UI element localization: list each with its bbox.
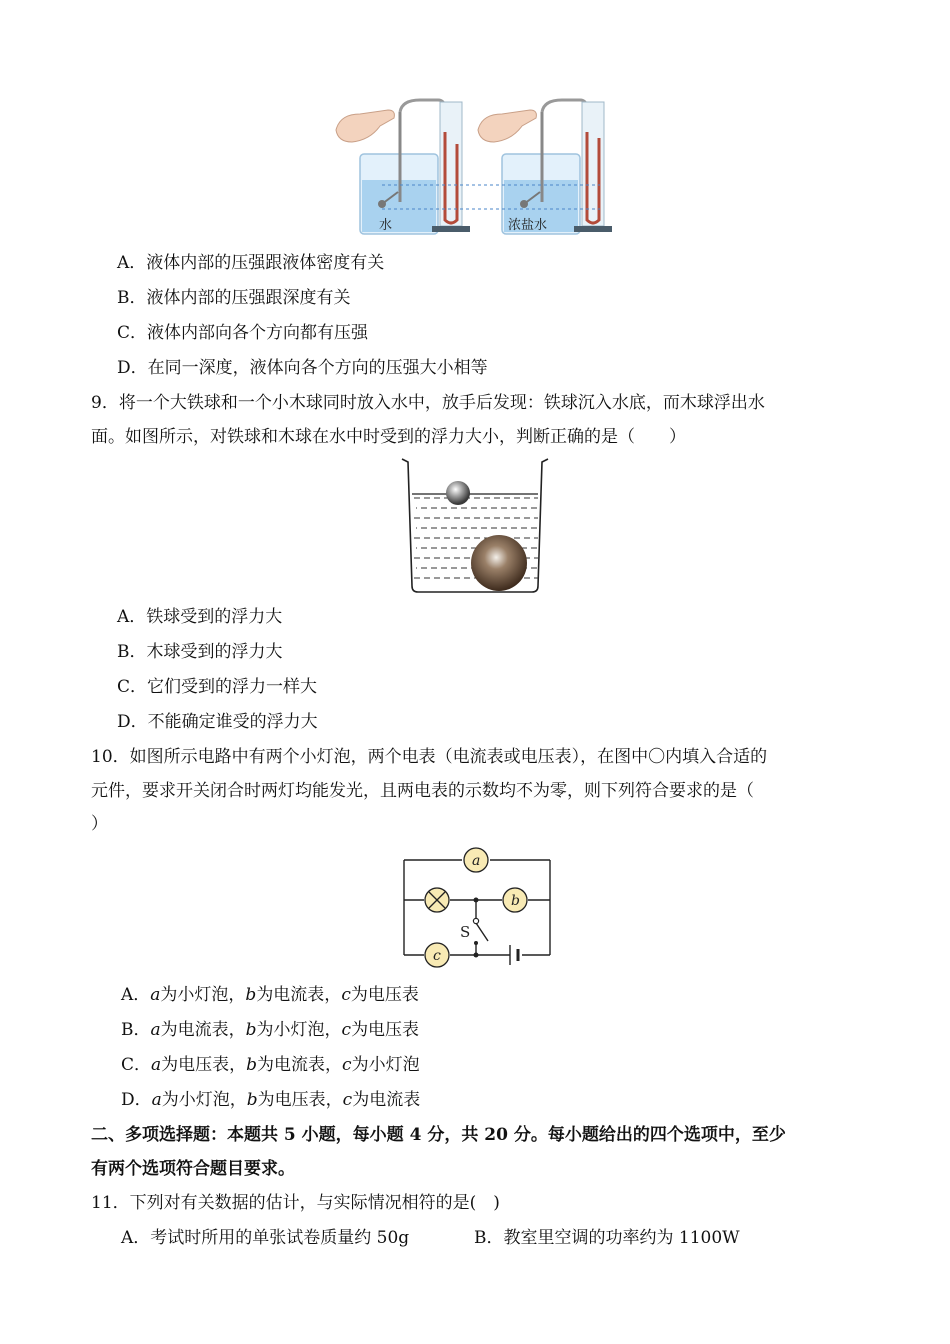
- label-a: a: [472, 853, 481, 869]
- label-c: c: [433, 948, 441, 964]
- q8-option-c: C．液体内部向各个方向都有压强: [117, 323, 369, 343]
- q10-option-a: A．a为小灯泡，b为电流表，c为电压表: [121, 985, 419, 1005]
- q9-option-d: D．不能确定谁受的浮力大: [117, 712, 318, 732]
- q10-option-b: B．a为电流表，b为小灯泡，c为电压表: [121, 1020, 420, 1040]
- q8-option-a: A．液体内部的压强跟液体密度有关: [117, 253, 385, 273]
- wood-ball: [446, 481, 470, 505]
- section2-heading-line2: 有两个选项符合题目要求。: [91, 1159, 295, 1179]
- label-s: S: [460, 923, 471, 941]
- label-b: b: [511, 893, 520, 909]
- q9-stem-line2: 面。如图所示，对铁球和木球在水中时受到的浮力大小，判断正确的是（ ）: [91, 427, 686, 447]
- section2-heading-line1: 二、多项选择题：本题共 5 小题，每小题 4 分，共 20 分。每小题给出的四个选项中，至少: [91, 1125, 786, 1145]
- q8-option-b: B．液体内部的压强跟深度有关: [117, 288, 351, 308]
- q9-option-c: C．它们受到的浮力一样大: [117, 677, 318, 697]
- q10-option-c: C．a为电压表，b为电流表，c为小灯泡: [121, 1055, 420, 1075]
- iron-ball: [471, 535, 527, 591]
- q10-stem-line3: ）: [91, 814, 108, 834]
- q11-option-a: A．考试时所用的单张试卷质量约 50g: [121, 1228, 410, 1248]
- water-setup: [336, 100, 470, 234]
- brine-label: 浓盐水: [508, 218, 548, 233]
- brine-setup: [478, 100, 612, 234]
- q9-stem-line1: 9．将一个大铁球和一个小木球同时放入水中，放手后发现：铁球沉入水底，而木球浮出水: [91, 393, 765, 413]
- water-label: 水: [379, 218, 393, 233]
- q11-stem: 11．下列对有关数据的估计，与实际情况相符的是( ): [91, 1193, 500, 1213]
- q10-stem-line2: 元件，要求开关闭合时两灯均能发光，且两电表的示数均不为零，则下列符合要求的是（: [91, 781, 754, 801]
- q9-option-a: A．铁球受到的浮力大: [117, 607, 283, 627]
- beaker-figure: [398, 456, 552, 596]
- q10-stem-line1: 10．如图所示电路中有两个小灯泡，两个电表（电流表或电压表），在图中〇内填入合适的: [91, 747, 768, 767]
- q8-option-d: D．在同一深度，液体向各个方向的压强大小相等: [117, 358, 488, 378]
- q10-option-d: D．a为小灯泡，b为电压表，c为电流表: [121, 1090, 421, 1110]
- pressure-experiment-figure: [330, 92, 630, 240]
- q11-option-b: B．教室里空调的功率约为 1100W: [474, 1228, 740, 1248]
- circuit-figure: [398, 845, 558, 971]
- q9-option-b: B．木球受到的浮力大: [117, 642, 283, 662]
